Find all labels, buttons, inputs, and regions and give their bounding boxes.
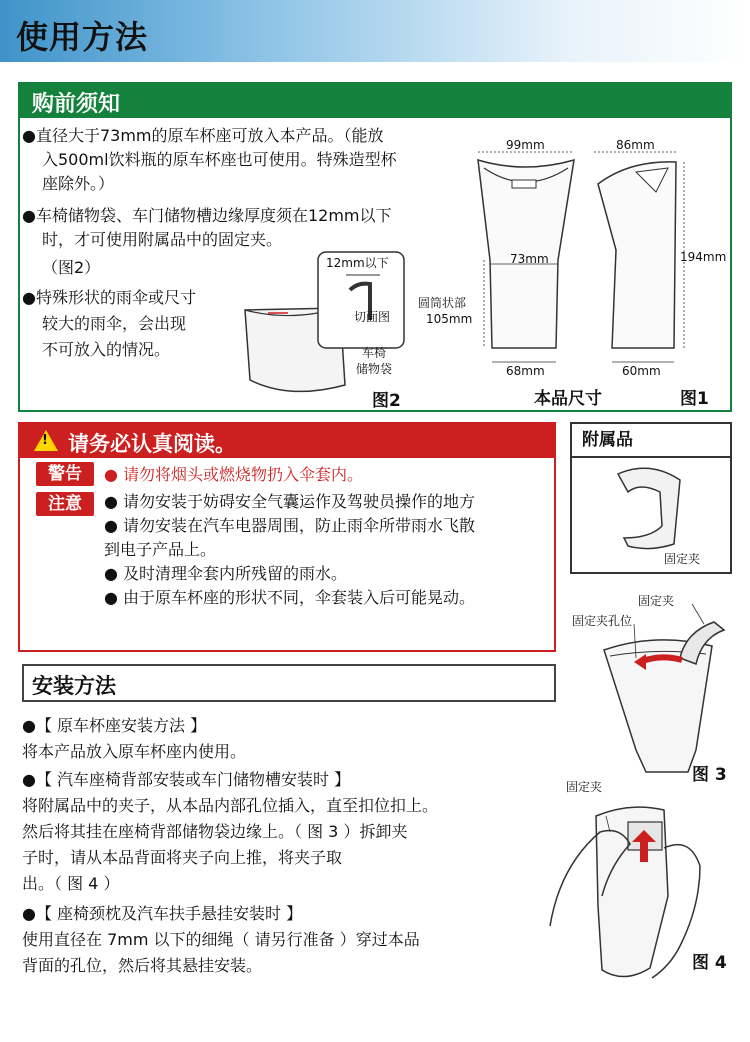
warning-badge: 警告 xyxy=(36,462,94,486)
fig1-caption: 本品尺寸 xyxy=(534,389,602,409)
purchase-note-3-line-2: 较大的雨伞，会出现 xyxy=(42,314,187,333)
fig2-thickness-label: 12mm以下 xyxy=(326,256,389,270)
caution-note-4: ● 由于原车杯座的形状不同，伞套装入后可能晃动。 xyxy=(104,588,476,607)
caution-note-1: ● 请勿安装于妨碍安全气囊运作及驾驶员操作的地方 xyxy=(104,492,476,511)
warning-text: ● 请勿将烟头或燃烧物扔入伞套内。 xyxy=(104,465,364,484)
purchase-note-3-line-3: 不可放入的情况。 xyxy=(42,340,171,359)
purchase-notes-header xyxy=(20,84,730,118)
purchase-notes-title: 购前须知 xyxy=(32,92,121,117)
fig3-clip-label: 固定夹 xyxy=(638,594,675,608)
fig3-illustration xyxy=(596,610,746,780)
purchase-note-3-line-1: ●特殊形状的雨伞或尺寸 xyxy=(22,288,196,307)
fig1-dimension-drawing xyxy=(470,140,710,370)
purchase-note-1-line-1: ●直径大于73mm的原车杯座可放入本产品。（能放 xyxy=(22,126,384,145)
fig1-cylinder-label: 圆筒状部 xyxy=(418,296,467,310)
fig2-bag-label-2: 储物袋 xyxy=(356,362,393,376)
page-header xyxy=(0,0,750,62)
fig1-cylinder-length: 105mm xyxy=(426,312,473,326)
install-title: 安装方法 xyxy=(32,674,116,698)
fig4-label: 图 4 xyxy=(692,953,727,973)
install-line-7: 出。（ 图 4 ） xyxy=(22,874,120,893)
install-line-10: 背面的孔位，然后将其悬挂安装。 xyxy=(22,956,263,975)
install-section-header xyxy=(22,664,556,702)
fig1-top-front-width: 99mm xyxy=(506,138,545,152)
fig2-section-label: 切面图 xyxy=(354,310,391,324)
fig2-bag-label-1: 车椅 xyxy=(362,346,387,360)
fig3-hole-label: 固定夹孔位 xyxy=(572,614,633,628)
accessory-clip-label: 固定夹 xyxy=(664,552,701,566)
install-line-8: ●【 座椅颈枕及汽车扶手悬挂安装时 】 xyxy=(22,904,303,923)
caution-note-2: ● 请勿安装在汽车电器周围，防止雨伞所带雨水飞散 xyxy=(104,516,476,535)
fig1-bottom-side-width: 60mm xyxy=(622,364,661,378)
purchase-note-2-line-1: ●车椅储物袋、车门储物槽边缘厚度须在12mm以下 xyxy=(22,206,392,225)
clip-shape xyxy=(618,468,680,548)
fig3-label: 图 3 xyxy=(692,765,727,785)
purchase-note-1-line-3: 座除外。） xyxy=(42,174,115,193)
install-line-3: ●【 汽车座椅背部安装或车门储物槽安装时 】 xyxy=(22,770,351,789)
purchase-note-1-line-2: 入500ml饮料瓶的原车杯座也可使用。特殊造型杯 xyxy=(42,150,397,169)
fig2-illustration xyxy=(230,250,410,400)
warning-header: ! 请务必认真阅读。 xyxy=(20,424,554,458)
caution-badge: 注意 xyxy=(36,492,94,516)
fig1-top-side-width: 86mm xyxy=(616,138,655,152)
install-line-9: 使用直径在 7mm 以下的细绳（ 请另行准备 ）穿过本品 xyxy=(22,930,420,949)
install-line-6: 子时，请从本品背面将夹子向上推，将夹子取 xyxy=(22,848,343,867)
install-line-5: 然后将其挂在座椅背部储物袋边缘上。（ 图 3 ）拆卸夹 xyxy=(22,822,408,841)
fig1-height: 194mm xyxy=(680,250,727,264)
page-title: 使用方法 xyxy=(16,18,149,56)
fig4-clip-label: 固定夹 xyxy=(566,780,603,794)
accessory-title: 附属品 xyxy=(572,424,730,458)
fig1-label: 图1 xyxy=(680,389,709,409)
caution-note-2-cont: 到电子产品上。 xyxy=(104,540,217,559)
install-line-4: 将附属品中的夹子，从本品内部孔位插入，直至扣位扣上。 xyxy=(22,796,439,815)
install-line-1: ●【 原车杯座安装方法 】 xyxy=(22,716,207,735)
caution-note-3: ● 及时清理伞套内所残留的雨水。 xyxy=(104,564,348,583)
fig1-mid-width: 73mm xyxy=(510,252,549,266)
fig2-label: 图2 xyxy=(372,391,401,411)
purchase-note-2-line-3: （图2） xyxy=(42,258,101,277)
product-side-view xyxy=(598,162,676,348)
warning-title: 请务必认真阅读。 xyxy=(68,432,236,456)
purchase-note-2-line-2: 时，才可使用附属品中的固定夹。 xyxy=(42,230,283,249)
clip-illustration xyxy=(600,462,690,562)
fig1-bottom-front-width: 68mm xyxy=(506,364,545,378)
install-line-2: 将本产品放入原车杯座内使用。 xyxy=(22,742,247,761)
